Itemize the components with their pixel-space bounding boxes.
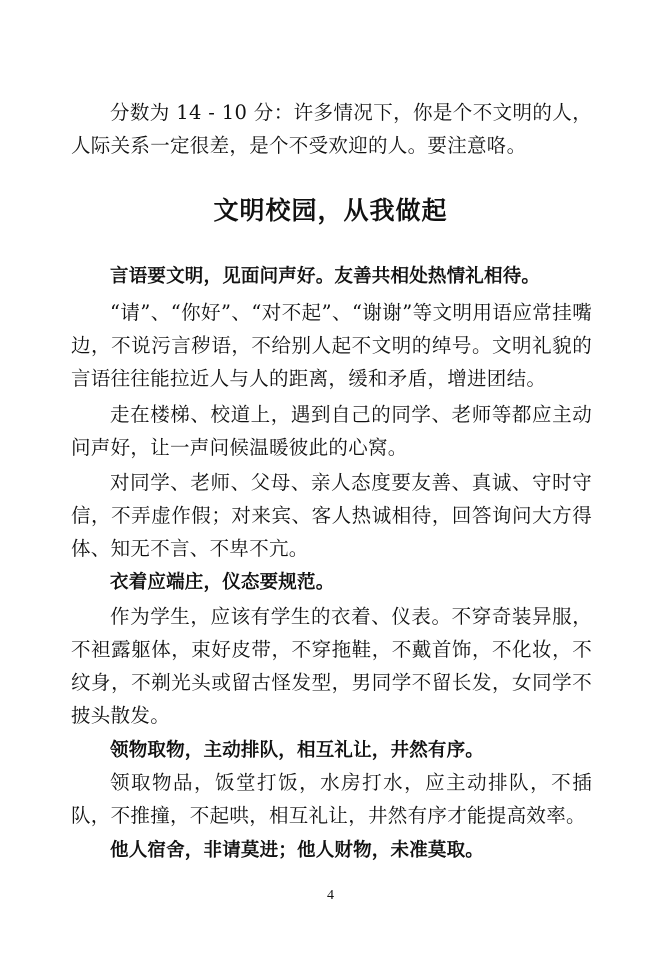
paragraph-polite-words: “请”、“你好”、“对不起”、“谢谢”等文明用语应常挂嘴边，不说污言秽语，不给别人起不文明的绰号。文明礼貌的言语往往能拉近人与人的距离，缓和矛盾，增进团结。 [71, 301, 592, 390]
paragraph-student-appearance: 作为学生，应该有学生的衣着、仪表。不穿奇装异服，不袒露躯体，束好皮带，不穿拖鞋，不戴首饰，不化妆，不纹身，不剃光头或留古怪发型，男同学不留长发，女同学不披头散发。 [71, 605, 592, 727]
page-number: 4 [327, 888, 334, 903]
section-heading-dress: 衣着应端庄，仪态要规范。 [110, 572, 335, 593]
page-title: 文明校园，从我做起 [213, 196, 448, 225]
paragraph-friendly-attitude: 对同学、老师、父母、亲人态度要友善、真诚、守时守信，不弄虚作假；对来宾、客人热诚相待，回答询问大方得体、知无不言、不卑不亢。 [71, 471, 592, 560]
section-heading-dormitory: 他人宿舍，非请莫进；他人财物，未准莫取。 [110, 840, 485, 861]
section-heading-queue: 领物取物，主动排队，相互礼让，井然有序。 [110, 740, 485, 761]
section-heading-speech: 言语要文明，见面问声好。友善共相处热情礼相待。 [110, 266, 541, 287]
score-note-paragraph: 分数为 14 - 10 分：许多情况下，你是个不文明的人，人际关系一定很差，是个不受欢迎的人。要注意咯。 [71, 101, 592, 157]
paragraph-greeting: 走在楼梯、校道上，遇到自己的同学、老师等都应主动问声好，让一声问候温暖彼此的心窝。 [71, 403, 592, 459]
paragraph-queue-order: 领取物品，饭堂打饭，水房打水，应主动排队，不插队，不推撞，不起哄，相互礼让，井然有序才能提高效率。 [71, 771, 592, 827]
